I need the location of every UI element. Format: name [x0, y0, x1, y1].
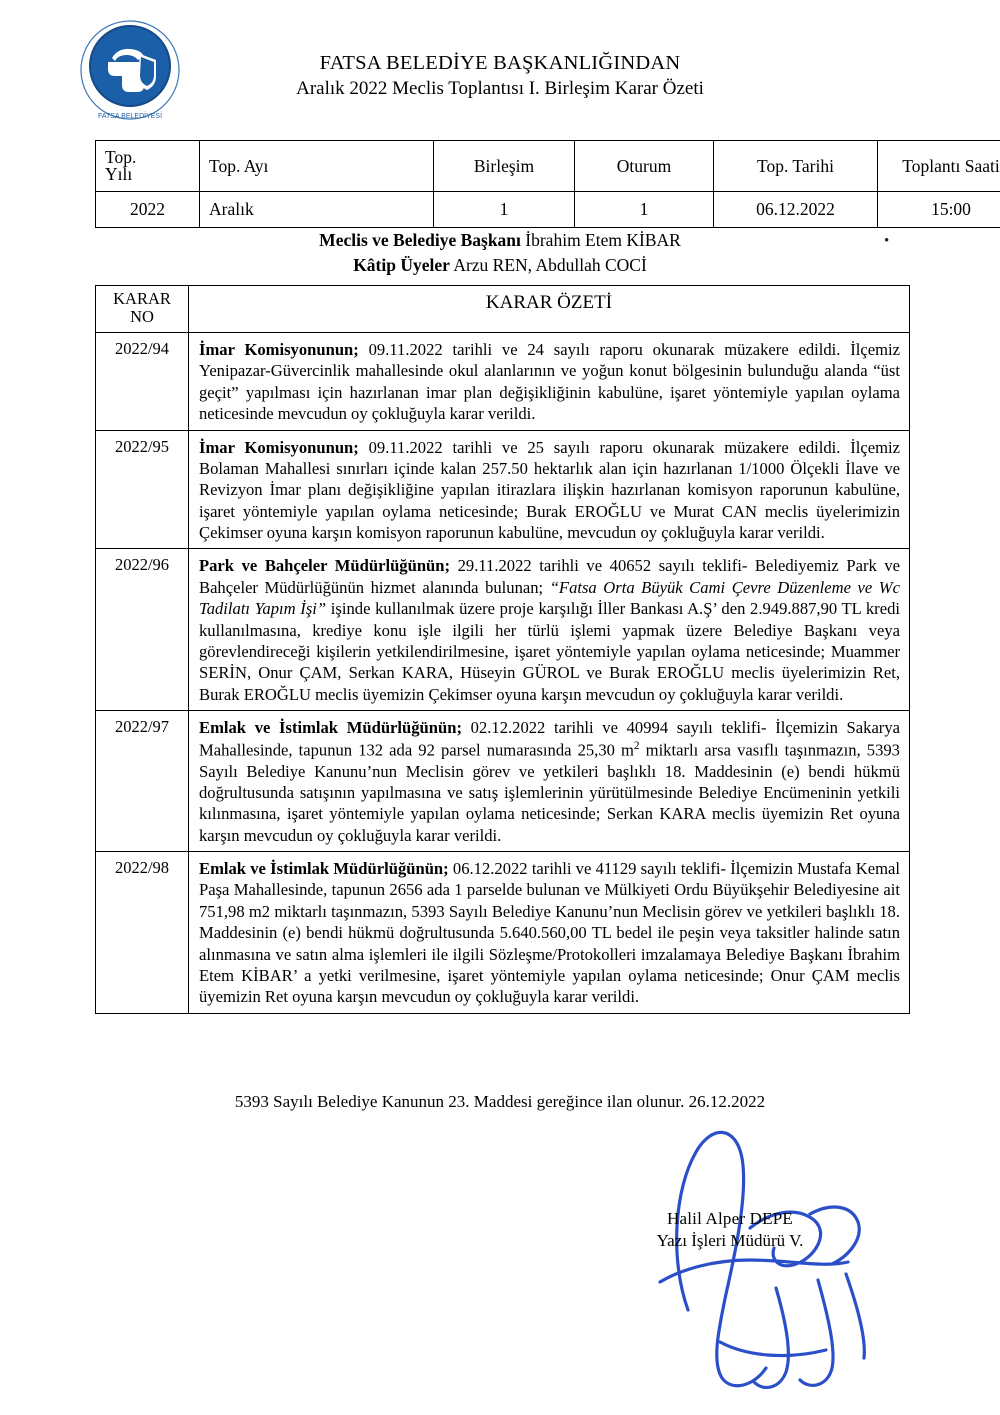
decision-body-pre: 02.12.2022 tarihli ve 40994 sayılı teklifi- İlçemizin Sakarya Mahallesinde, tapunun 132 ada 92 parsel numarasında 25,30 m [199, 718, 900, 760]
cell-month: Aralık [200, 192, 434, 228]
decision-text [189, 711, 910, 852]
cell-oturum: 1 [575, 192, 714, 228]
decision-no: 2022/97 [96, 711, 189, 852]
council-clerks-line [0, 253, 1000, 278]
decisions-header-row [96, 286, 910, 333]
signer-name: Halil Alper DEPE [667, 1209, 793, 1228]
page-subtitle: Aralık 2022 Meclis Toplantısı I. Birleşim Karar Özeti [296, 78, 704, 99]
document-header [0, 0, 1000, 120]
stray-mark: • [884, 233, 890, 249]
decision-body: 09.11.2022 tarihli ve 25 sayılı raporu okunarak müzakere edildi. İlçemiz Bolaman Mahallesi sınırları içinde kalan 257.50 hektarlık alan için hazırlanan 1/1000 Ölçekli İlave ve Revizyon İmar planı değişikliğine yapılan itirazlara ilişkin hazırlanan komisyon raporunun kabulüne, işaret yöntemiyle yapılan oylama neticesinde; Burak EROĞLU ve Murat CAN meclis üyelerimizin Çekimser oyuna karşın komisyon raporunun kabulüne, mevcudun oy çokluğuyla karar verildi. [199, 437, 900, 543]
decision-text [189, 549, 910, 711]
decision-body: 06.12.2022 tarihli ve 41129 sayılı teklifi- İlçemizin Mustafa Kemal Paşa Mahallesinde, tapunun 2656 ada 1 parselde bulunan ve Mülkiyeti Ordu Büyükşehir Belediyesine ait 751,98 m2 miktarlı taşınmazın, 5393 Sayılı Belediye Kanunu’nun Meclisin görev ve yetkileri başlıklı 18. Maddesinin (e) bendi hükmü doğrultusunda 5.640.560,00 TL bedel ile peşin veya taksitler halinde satın alınmasına ve satın alma işlemleri ile ilgili Sözleşme/Protokolleri imzalamaya Belediye Başkanı İbrahim Etem KİBAR’ a yetki verilmesine, işaret yöntemiyle yapılan oylama neticesinde; Onur ÇAM meclis üyemizin Ret oyuna karşın mevcudun oy çokluğuyla karar verildi. [199, 859, 900, 1007]
legal-note: 5393 Sayılı Belediye Kanunun 23. Maddesi gereğince ilan olunur. 26.12.2022 [234, 1092, 766, 1111]
meeting-info-table [95, 140, 1000, 228]
decision-superscript: 2 [633, 739, 640, 752]
cell-year: 2022 [96, 192, 200, 228]
decision-no: 2022/95 [96, 430, 189, 549]
decision-project-name: “Fatsa Orta Büyük Cami Çevre Düzenleme ve Wc Tadilatı Yapım İşi” [199, 577, 900, 619]
table-row [96, 852, 910, 1014]
table-header-row [96, 141, 1000, 192]
cell-birlesim: 1 [434, 192, 575, 228]
decision-lead: Emlak ve İstimlak Müdürlüğünün; [199, 718, 462, 738]
decisions-header-no: KARAR NO [96, 286, 189, 333]
decision-body-post: miktarlı arsa vasıflı taşınmazın, 5393 Sayılı Belediye Kanunu’nun Meclisin görev ve yetkileri başlıklı 18. Maddesinin (e) bendi hükmü doğrultusunda satışının yapılmasına ve satış işlemlerinin yürütülmesinde Belediye Encümeninin yetkili kılınmasına, işaret yöntemiyle yapılan oylama neticesinde; Serkan KARA meclis üyemizin Ret oyuna karşın mevcudun oy çokluğuyla karar verildi. [199, 740, 900, 845]
decision-text [189, 332, 910, 430]
council-president-line [0, 228, 1000, 253]
decision-body-post: işinde kullanılmak üzere proje karşılığı İller Bankası A.Ş’ den 2.949.887,90 TL kredi kullanılmasına, krediye konu işle ilgili her türlü işlemi yapmak üzere Belediye Başkanı veya görevlendireceği kişilerin yetkilendirilmesine, işaret yöntemiyle yapılan oylama neticesinde; Muammer SERİN, Onur ÇAM, Serkan KARA, Hüseyin GÜROL ve Burak EROĞLU meclis üyelerimizin Ret, Burak EROĞLU meclis üyemizin Çekimser oyuna karşın mevcudun oy çokluğuyla karar verildi. [199, 599, 900, 704]
decision-body: 09.11.2022 tarihli ve 24 sayılı raporu okunarak müzakere edildi. İlçemiz Yenipazar-Güvercinlik mahallesinde okul alanlarının ve yoğun konut bölgesinin bulunduğu alanda “üst geçit” yapılması için hazırlanan imar plan değişikliğinin kabulüne, işaret yöntemiyle yapılan oylama neticesinde mevcudun oy çokluğuyla karar verildi. [199, 339, 900, 424]
decision-lead: Park ve Bahçeler Müdürlüğünün; [199, 556, 451, 576]
council-president-name: İbrahim Etem KİBAR [525, 230, 681, 250]
decision-text [189, 430, 910, 549]
signature-block [560, 1208, 900, 1252]
table-row [96, 549, 910, 711]
decisions-header-ozet: KARAR ÖZETİ [189, 286, 910, 333]
decision-lead: İmar Komisyonunun; [199, 437, 359, 457]
header-cell-birlesim: Birleşim [434, 141, 575, 192]
table-row [96, 192, 1000, 228]
decision-no: 2022/94 [96, 332, 189, 430]
decision-lead: Emlak ve İstimlak Müdürlüğünün; [199, 859, 449, 879]
cell-time: 15:00 [878, 192, 1000, 228]
decision-no: 2022/98 [96, 852, 189, 1014]
council-members [0, 228, 1000, 279]
header-cell-date: Top. Tarihi [714, 141, 878, 192]
council-clerks-label: Kâtip Üyeler [353, 255, 450, 276]
council-clerks-names: Arzu REN, Abdullah COCİ [453, 255, 647, 276]
header-cell-year [96, 141, 200, 192]
council-president-label: Meclis ve Belediye Başkanı [319, 230, 521, 250]
cell-date: 06.12.2022 [714, 192, 878, 228]
header-cell-oturum: Oturum [575, 141, 714, 192]
logo-caption: FATSA BELEDİYESİ [97, 113, 163, 120]
page-title: FATSA BELEDİYE BAŞKANLIĞINDAN [319, 52, 681, 74]
decision-body-pre: 29.11.2022 tarihli ve 40652 sayılı teklifi- Belediyemiz Park ve Bahçeler Müdürlüğünün hizmet alanında bulunan; [199, 556, 900, 597]
table-row [96, 430, 910, 549]
header-cell-time: Toplantı Saati [878, 141, 1000, 192]
header-title-block [0, 52, 1000, 100]
header-year-label: Top. Yılı [105, 146, 137, 184]
header-cell-month: Top. Ayı [200, 141, 434, 192]
decision-text [189, 852, 910, 1014]
handwritten-signature [600, 1110, 930, 1400]
signer-title: Yazı İşleri Müdürü V. [656, 1231, 804, 1251]
decision-lead: İmar Komisyonunun; [199, 339, 359, 359]
table-row [96, 332, 910, 430]
table-row [96, 711, 910, 852]
decisions-table [95, 285, 910, 1014]
decision-no: 2022/96 [96, 549, 189, 711]
